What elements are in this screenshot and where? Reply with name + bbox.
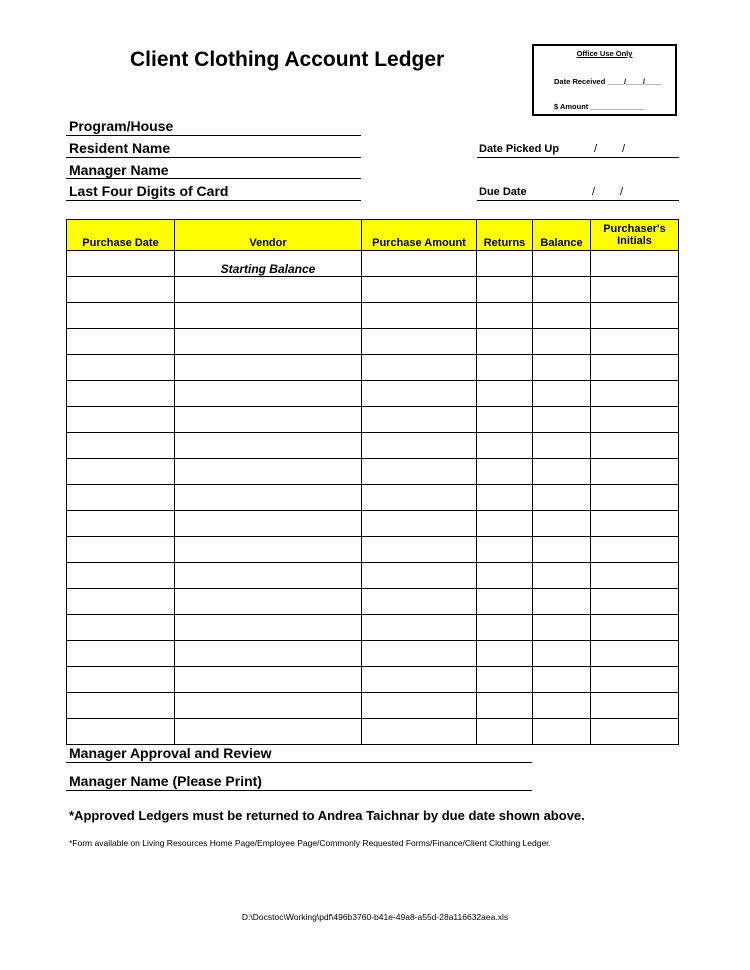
table-cell[interactable] [175,719,362,745]
manager-name-line[interactable] [66,178,361,179]
form-availability-note: *Form available on Living Resources Home Page/Employee Page/Commonly Requested Forms/Finance/Client Clothing Ledger. [69,838,551,848]
table-cell[interactable] [591,433,679,459]
table-cell[interactable] [362,693,477,719]
amount-line: $ Amount _____________ [554,102,645,111]
table-cell[interactable] [362,355,477,381]
table-cell[interactable] [175,303,362,329]
table-cell[interactable] [477,563,533,589]
table-cell[interactable] [533,459,591,485]
table-cell[interactable] [67,615,175,641]
page-title: Client Clothing Account Ledger [130,48,445,71]
table-cell[interactable] [362,511,477,537]
table-cell[interactable] [533,433,591,459]
table-cell[interactable] [477,355,533,381]
table-cell[interactable] [175,667,362,693]
table-cell[interactable] [67,589,175,615]
table-row [67,615,679,641]
table-cell[interactable] [533,589,591,615]
table-cell[interactable] [591,381,679,407]
table-cell[interactable] [362,407,477,433]
table-cell[interactable] [533,719,591,745]
table-row [67,303,679,329]
approval-note: *Approved Ledgers must be returned to Andrea Taichnar by due date shown above. [69,808,585,823]
table-cell[interactable] [533,641,591,667]
manager-print-line[interactable] [66,790,532,791]
date-picked-up-label: Date Picked Up [479,143,560,155]
table-cell[interactable] [362,433,477,459]
table-cell[interactable] [533,563,591,589]
date-slash: / [594,143,598,155]
last-four-line[interactable] [66,200,361,201]
table-cell[interactable] [67,355,175,381]
table-cell[interactable] [67,537,175,563]
table-cell[interactable] [591,329,679,355]
table-row [67,251,679,277]
table-header-row [67,220,679,251]
table-cell[interactable] [591,719,679,745]
table-cell[interactable] [533,355,591,381]
table-cell[interactable] [533,329,591,355]
table-cell[interactable] [477,433,533,459]
table-cell[interactable] [591,511,679,537]
date-slash: / [622,143,626,155]
table-cell[interactable] [175,329,362,355]
table-cell[interactable] [533,485,591,511]
table-row [67,277,679,303]
table-row [67,719,679,745]
table-cell[interactable] [533,407,591,433]
table-row [67,693,679,719]
table-cell[interactable] [591,355,679,381]
table-cell[interactable] [175,511,362,537]
table-row [67,641,679,667]
table-cell[interactable] [477,511,533,537]
table-cell[interactable] [477,485,533,511]
table-cell[interactable] [591,277,679,303]
table-cell[interactable] [362,719,477,745]
date-slash: / [592,186,596,198]
table-cell[interactable] [362,537,477,563]
table-cell[interactable] [591,667,679,693]
header-balance: Balance [533,220,591,251]
table-cell[interactable] [175,407,362,433]
table-cell[interactable] [477,719,533,745]
table-cell[interactable] [67,459,175,485]
table-cell[interactable] [477,589,533,615]
table-row [67,433,679,459]
table-cell[interactable] [175,563,362,589]
table-cell[interactable] [477,615,533,641]
table-cell[interactable] [533,615,591,641]
table-row [67,667,679,693]
table-cell[interactable] [591,537,679,563]
table-cell[interactable] [67,303,175,329]
table-cell[interactable] [477,329,533,355]
table-cell[interactable] [175,381,362,407]
manager-name-label: Manager Name [69,162,169,178]
table-row [67,407,679,433]
table-cell[interactable] [591,693,679,719]
due-date-line[interactable] [477,200,679,201]
table-cell[interactable] [67,511,175,537]
table-cell[interactable] [591,563,679,589]
date-slash: / [620,186,624,198]
table-cell[interactable] [477,667,533,693]
table-cell[interactable] [477,251,533,277]
resident-name-line[interactable] [66,157,361,158]
table-cell[interactable] [591,615,679,641]
last-four-label: Last Four Digits of Card [69,183,229,199]
table-cell[interactable] [175,589,362,615]
table-cell[interactable] [477,277,533,303]
manager-approval-line[interactable] [66,762,532,763]
date-received-line: Date Received ____/____/____ [554,77,662,86]
manager-print-label: Manager Name (Please Print) [69,773,262,789]
table-cell[interactable] [533,381,591,407]
table-row [67,589,679,615]
table-cell[interactable] [477,459,533,485]
table-cell[interactable] [175,615,362,641]
table-cell[interactable] [362,641,477,667]
program-house-line[interactable] [66,135,361,136]
table-cell[interactable] [591,459,679,485]
file-path-footer: D:\Docstoc\Working\pdf\496b3760-b41e-49a8-a55d-28a116632aea.xls [241,912,509,922]
table-cell[interactable] [67,277,175,303]
table-cell[interactable] [362,667,477,693]
table-cell[interactable] [362,459,477,485]
table-cell[interactable] [175,485,362,511]
table-cell[interactable] [67,667,175,693]
table-cell[interactable] [533,667,591,693]
table-row [67,459,679,485]
table-cell[interactable] [362,329,477,355]
table-cell[interactable] [175,537,362,563]
table-cell[interactable] [477,303,533,329]
table-cell[interactable] [67,251,175,277]
office-use-heading: Office Use Only [576,49,633,58]
table-row [67,381,679,407]
resident-name-label: Resident Name [69,140,171,156]
table-cell[interactable] [362,303,477,329]
table-row [67,355,679,381]
table-cell[interactable] [477,693,533,719]
table-cell[interactable] [362,277,477,303]
table-row [67,537,679,563]
table-cell[interactable] [175,693,362,719]
table-cell[interactable] [67,641,175,667]
table-cell[interactable] [362,615,477,641]
table-row [67,485,679,511]
office-use-box [532,44,677,116]
table-cell[interactable] [362,589,477,615]
table-row [67,511,679,537]
header-vendor: Vendor [175,220,362,251]
table-cell[interactable] [175,277,362,303]
table-cell[interactable] [67,407,175,433]
table-cell[interactable] [67,719,175,745]
due-date-label: Due Date [479,186,527,198]
table-cell[interactable] [533,511,591,537]
table-cell[interactable] [591,641,679,667]
manager-approval-label: Manager Approval and Review [69,745,272,761]
table-cell[interactable] [175,433,362,459]
header-purchase-date: Purchase Date [67,220,175,251]
table-cell[interactable] [175,459,362,485]
header-purchaser-initials: Purchaser's Initials [591,220,679,251]
table-cell[interactable] [67,563,175,589]
starting-balance-cell: Starting Balance [175,251,362,277]
table-cell[interactable] [362,381,477,407]
table-cell[interactable] [67,381,175,407]
table-row [67,563,679,589]
program-house-label: Program/House [69,118,174,134]
table-cell[interactable] [477,537,533,563]
table-cell[interactable] [533,251,591,277]
table-cell[interactable] [591,407,679,433]
table-row [67,329,679,355]
table-cell[interactable] [67,485,175,511]
table-cell[interactable] [477,407,533,433]
date-picked-up-line[interactable] [477,157,679,158]
table-cell[interactable] [362,485,477,511]
table-cell[interactable] [533,303,591,329]
table-cell[interactable] [533,537,591,563]
table-cell[interactable] [533,693,591,719]
table-cell[interactable] [67,329,175,355]
header-purchase-amount: Purchase Amount [362,220,477,251]
table-cell[interactable] [362,563,477,589]
ledger-table [66,219,679,745]
table-cell[interactable] [67,693,175,719]
header-returns: Returns [477,220,533,251]
table-cell[interactable] [533,277,591,303]
table-cell[interactable] [477,381,533,407]
table-cell[interactable] [175,355,362,381]
table-cell[interactable] [477,641,533,667]
table-cell[interactable] [591,251,679,277]
table-cell[interactable] [591,485,679,511]
table-cell[interactable] [591,589,679,615]
table-cell[interactable] [591,303,679,329]
table-cell[interactable] [175,641,362,667]
table-cell[interactable] [67,433,175,459]
table-cell[interactable] [362,251,477,277]
